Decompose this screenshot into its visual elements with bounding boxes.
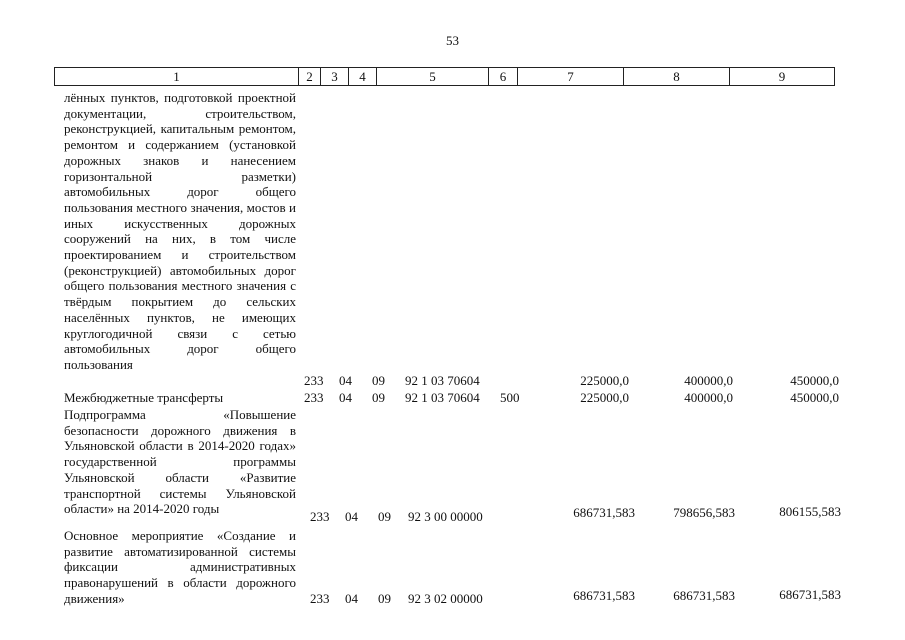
row-4-col-5: 92 3 02 00000: [408, 591, 483, 606]
header-col-6: 6: [488, 68, 517, 85]
row-3-col-9: 806155,583: [779, 504, 841, 519]
row-3-description: Подпрограмма «Повышение безопасности дорожного движения в Ульяновской области в 2014-2020 годах» государственной программы Ульяновской области «Развитие транспортной системы Ульяновской области» на 2014-2020 годы: [64, 407, 296, 517]
header-col-1: 1: [54, 68, 298, 85]
row-4-col-7: 686731,583: [573, 588, 635, 603]
row-1-col-7: 225000,0: [580, 373, 629, 388]
row-2-col-4: 09: [372, 390, 385, 405]
row-3-col-8: 798656,583: [673, 505, 735, 520]
row-1-col-2: 233: [304, 373, 324, 388]
row-3-col-4: 09: [378, 509, 391, 524]
row-1-col-9: 450000,0: [790, 373, 839, 388]
row-3-col-3: 04: [345, 509, 358, 524]
header-col-7: 7: [517, 68, 623, 85]
row-4-col-3: 04: [345, 591, 358, 606]
row-2-description: Межбюджетные трансферты: [64, 390, 224, 405]
row-1-description: лённых пунктов, подготовкой проектной документации, строительством, реконструкцией, капитальным ремонтом, ремонтом и содержанием (установкой дорожных знаков и нанесением горизонтальной разметки) автомобильных дорог общего пользования местного значения, мостов и иных искусственных дорожных сооружений на них, в том числе проектированием и строительством (реконструкцией) автомобильных дорог общего пользования местного значения с твёрдым покрытием до сельских населённых пунктов, не имеющих круглогодичной связи с сетью автомобильных дорог общего пользования: [64, 90, 296, 372]
row-2-col-7: 225000,0: [580, 390, 629, 405]
header-col-8: 8: [623, 68, 729, 85]
header-col-2: 2: [298, 68, 320, 85]
header-col-4: 4: [348, 68, 376, 85]
page-number: 53: [446, 33, 459, 48]
row-1-col-8: 400000,0: [684, 373, 733, 388]
header-col-5: 5: [376, 68, 488, 85]
row-4-description: Основное мероприятие «Создание и развитие автоматизированной системы фиксации административных правонарушений в области дорожного движения»: [64, 528, 296, 606]
row-1-col-3: 04: [339, 373, 352, 388]
row-1-col-4: 09: [372, 373, 385, 388]
row-4-col-8: 686731,583: [673, 588, 735, 603]
row-2-col-3: 04: [339, 390, 352, 405]
row-2-col-2: 233: [304, 390, 324, 405]
row-4-col-9: 686731,583: [779, 587, 841, 602]
row-4-col-4: 09: [378, 591, 391, 606]
header-col-3: 3: [320, 68, 348, 85]
row-1-col-5: 92 1 03 70604: [405, 373, 480, 388]
row-2-col-8: 400000,0: [684, 390, 733, 405]
row-2-col-9: 450000,0: [790, 390, 839, 405]
header-col-9: 9: [729, 68, 835, 85]
row-3-col-5: 92 3 00 00000: [408, 509, 483, 524]
row-4-col-2: 233: [310, 591, 330, 606]
row-2-col-5: 92 1 03 70604: [405, 390, 480, 405]
row-3-col-2: 233: [310, 509, 330, 524]
table-header: [54, 67, 835, 86]
row-3-col-7: 686731,583: [573, 505, 635, 520]
row-2-col-6: 500: [500, 390, 520, 405]
